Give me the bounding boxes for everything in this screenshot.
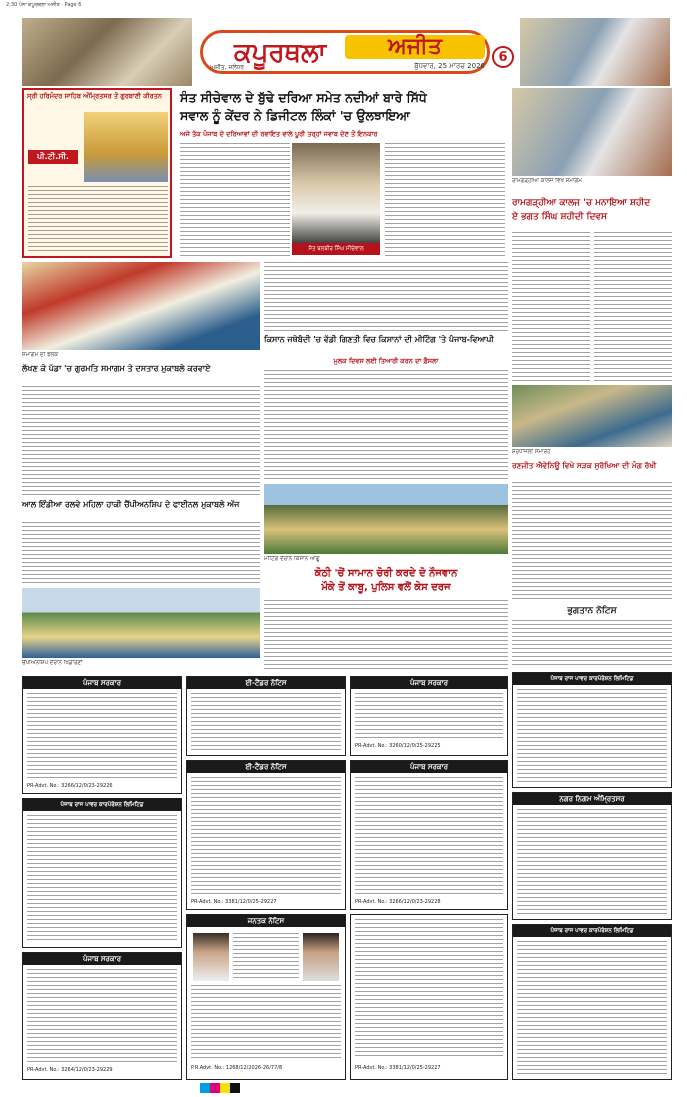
kirtan-ad-text xyxy=(28,186,168,254)
hockey-photo xyxy=(22,588,260,658)
golden-temple-photo xyxy=(84,112,168,182)
kisan-subhead: ਮੁਲਕ ਦਿਵਸ ਲਈ ਤਿਆਰੀ ਕਰਨ ਦਾ ਫ਼ੈਸਲਾ xyxy=(333,357,439,365)
lead-headline-2: ਸਵਾਲ ਨੂੰ ਕੇਂਦਰ ਨੇ ਡਿਜੀਟਲ ਲਿੰਕਾਂ 'ਚ ਉਲਝਾਇਆ xyxy=(180,108,410,123)
ad-text xyxy=(191,777,341,895)
ad-tender-table-head: ਈ-ਟੈਂਡਰ ਨੋਟਿਸ xyxy=(187,761,345,773)
lead-text-col1 xyxy=(180,143,290,258)
kisan-text xyxy=(264,370,508,480)
ad-punjab-sarkar-3 xyxy=(350,760,508,910)
masthead-photo-left xyxy=(22,18,192,86)
ad-text xyxy=(191,693,341,751)
ad-pspcl-right-2 xyxy=(512,924,672,1080)
ad-punjab-sarkar-2-head: ਪੰਜਾਬ ਸਰਕਾਰ xyxy=(351,677,507,689)
ad-punjab-sarkar-2 xyxy=(350,676,508,756)
ad-number: PR-Advt. No.: 3260/12/0/25-29225 xyxy=(355,743,441,749)
gurmat-caption: ਸਮਾਗਮ ਦੀ ਝਲਕ xyxy=(22,352,59,358)
ad-number: PR-Advt. No.: 3264/12/0/23-29229 xyxy=(27,1067,113,1073)
ad-text xyxy=(355,919,503,1059)
missing-child-photo-1 xyxy=(193,933,229,981)
ad-text xyxy=(233,933,299,981)
ad-punjab-sarkar-3-head: ਪੰਜਾਬ ਸਰਕਾਰ xyxy=(351,761,507,773)
ad-text xyxy=(517,809,667,915)
ranjit-avenue-text xyxy=(512,482,672,602)
ramgarhia-text-col1 xyxy=(512,232,590,382)
payment-notice-text xyxy=(512,620,672,668)
hockey-caption: ਚੈਂਪੀਅਨਸ਼ਿਪ ਦੌਰਾਨ ਖਿਡਾਰਣਾਂ xyxy=(22,660,83,666)
masthead-date: ਬੁੱਧਵਾਰ, 25 ਮਾਰਚ 2026 xyxy=(414,62,485,70)
ad-pspcl-left xyxy=(22,798,182,948)
ad-amritsar xyxy=(512,792,672,920)
print-info-strip: 2:30 ਪੰਨਾ ਕਪੂਰਥਲਾ ਅਜੀਤ · Page 6 xyxy=(6,2,82,8)
ad-janak-notice-head: ਜਨਤਕ ਨੋਟਿਸ xyxy=(187,915,345,927)
ad-number: PR-Advt. No.: 3381/12/0/25-29227 xyxy=(191,899,277,905)
theft-text xyxy=(264,600,508,670)
middle-top-text xyxy=(264,262,508,332)
ad-punjab-sarkar-1-head: ਪੰਜਾਬ ਸਰਕਾਰ xyxy=(23,677,181,689)
ad-text xyxy=(517,941,667,1075)
ramgarhia-text-col2 xyxy=(594,232,672,382)
ad-janak-notice xyxy=(186,914,346,1080)
page-number: 6 xyxy=(492,46,514,68)
theft-headline-2: ਮੌਕੇ ਤੋਂ ਕਾਬੂ, ਪੁਲਿਸ ਵਲੋਂ ਕੇਸ ਦਰਜ xyxy=(321,582,451,593)
ramgarhia-headline-2: ਏ ਭਗਤ ਸਿੰਘ ਸ਼ਹੀਦੀ ਦਿਵਸ xyxy=(512,212,608,222)
ad-pspcl-left-head: ਪੰਜਾਬ ਰਾਜ ਪਾਵਰ ਕਾਰਪੋਰੇਸ਼ਨ ਲਿਮਿਟਿਡ xyxy=(23,799,181,811)
ad-text xyxy=(355,777,503,895)
ad-tender-middle xyxy=(186,676,346,756)
lead-text-col2 xyxy=(385,143,505,258)
ad-pspcl-right-1 xyxy=(512,672,672,788)
ad-number: PR-Advt. No.: 3381/12/0/25-29227 xyxy=(355,1065,441,1071)
hockey-headline: ਆਲ ਇੰਡੀਆ ਰਲਵੇ ਮਹਿਲਾ ਹਾਕੀ ਚੈਂਪੀਅਨਸ਼ਿਪ ਦੇ ਫਾਈਨਲ ਮੁਕਾਬਲੇ ਅੱਜ xyxy=(22,500,240,509)
college-event-photo xyxy=(512,88,672,176)
kirtan-ad xyxy=(22,88,172,258)
ad-text xyxy=(27,815,177,943)
gurmat-text xyxy=(22,386,260,496)
college-event-caption: ਰਾਮਗੜ੍ਹੀਆ ਕਾਲਜ ਵਿਖੇ ਸਮਾਗਮ xyxy=(512,178,582,184)
ramgarhia-headline-1: ਰਾਮਗੜ੍ਹੀਆ ਕਾਲਜ 'ਚ ਮਨਾਇਆ ਸ਼ਹੀਦ xyxy=(512,198,651,208)
masthead-subtitle: ਅਜੀਤ, ਜਲੰਧਰ xyxy=(210,64,245,71)
ad-tender-table xyxy=(186,760,346,910)
ad-pspcl-right-1-head: ਪੰਜਾਬ ਰਾਜ ਪਾਵਰ ਕਾਰਪੋਰੇਸ਼ਨ ਲਿਮਿਟਿਡ xyxy=(513,673,671,685)
ad-punjab-sarkar-4 xyxy=(22,952,182,1080)
vigil-photo xyxy=(512,385,672,447)
ad-text xyxy=(355,693,503,739)
masthead-photo-right xyxy=(520,18,670,86)
ad-text xyxy=(517,689,667,783)
ad-number: PR-Advt. No.: 3266/12/0/23-29226 xyxy=(27,783,113,789)
ad-amritsar-head: ਨਗਰ ਨਿਗਮ ਅੰਮ੍ਰਿਤਸਰ xyxy=(513,793,671,805)
hockey-text xyxy=(22,522,260,584)
color-bar xyxy=(200,1078,260,1088)
seechewal-photo xyxy=(292,143,380,243)
vigil-caption: ਸ਼ਰਧਾਂਜਲੀ ਸਮਾਰੋਹ xyxy=(512,449,551,455)
ranjit-avenue-headline: ਰਣਜੀਤ ਐਵੇਨਿਊ ਵਿਖੇ ਸੜਕ ਸੁਰੱਖਿਆ ਦੀ ਮੰਗ ਰੱਖੀ xyxy=(512,461,657,470)
ad-pspcl-right-2-head: ਪੰਜਾਬ ਰਾਜ ਪਾਵਰ ਕਾਰਪੋਰੇਸ਼ਨ ਲਿਮਿਟਿਡ xyxy=(513,925,671,937)
lead-headline-1: ਸੰਤ ਸੀਚੇਵਾਲ ਦੇ ਬੁੱਢੇ ਦਰਿਆ ਸਮੇਤ ਨਦੀਆਂ ਬਾਰੇ ਸਿੱਧੇ xyxy=(180,90,427,105)
kirtan-ad-title: ਸ੍ਰੀ ਹਰਿਮੰਦਰ ਸਾਹਿਬ ਅੰਮ੍ਰਿਤਸਰ ਤੋਂ ਗੁਰਬਾਣੀ ਕੀਰਤਨ xyxy=(27,92,162,100)
ad-number: PR-Advt. No.: 3266/12/0/23-29228 xyxy=(355,899,441,905)
ad-punjab-sarkar-4-head: ਪੰਜਾਬ ਸਰਕਾਰ xyxy=(23,953,181,965)
ad-number: P.R.Advt. No.: 1268/12/2026-26/77/8 xyxy=(191,1065,283,1071)
kisan-headline: ਕਿਸਾਨ ਜਥੇਬੰਦੀ 'ਚ ਵੱਡੀ ਗਿਣਤੀ ਵਿਚ ਕਿਸਾਨਾਂ ਦੀ ਮੀਟਿੰਗ 'ਤੇ ਪੰਜਾਬ-ਵਿਆਪੀ xyxy=(264,335,494,344)
masthead-city: ਕਪੂਰਥਲਾ xyxy=(233,38,327,68)
kisan-caption: ਮੀਟਿੰਗ ਦੌਰਾਨ ਕਿਸਾਨ ਆਗੂ xyxy=(264,556,320,562)
ad-text xyxy=(27,969,177,1065)
ad-tender-notice xyxy=(350,914,508,1080)
gurmat-headline: ਲੱਖਣ ਕੇ ਪੱਡਾ 'ਚ ਗੁਰਮਤਿ ਸਮਾਗਮ ਤੇ ਦਸਤਾਰ ਮੁਕਾਬਲੇ ਕਰਵਾਏ xyxy=(22,364,211,373)
ad-text xyxy=(27,693,177,781)
ad-tender-middle-head: ਈ-ਟੈਂਡਰ ਨੋਟਿਸ xyxy=(187,677,345,689)
kisan-meeting-photo xyxy=(264,484,508,554)
ad-punjab-sarkar-1 xyxy=(22,676,182,794)
ptc-label: ਪੀ.ਟੀ.ਸੀ. xyxy=(28,150,78,164)
masthead-paper: ਅਜੀਤ xyxy=(345,35,485,59)
gurmat-event-photo xyxy=(22,262,260,350)
lead-subhead: ਅਜੇ ਤੱਕ ਪੰਜਾਬ ਦੇ ਦਰਿਆਵਾਂ ਦੀ ਰਵਾਇਤ ਵਾਲੇ ਪੂਰੀ ਤਰ੍ਹਾਂ ਜਵਾਬ ਦੇਣ ਤੋਂ ਇਨਕਾਰ xyxy=(180,130,378,138)
ad-text xyxy=(191,985,341,1061)
missing-child-photo-2 xyxy=(303,933,339,981)
payment-notice-title: ਭੁਗਤਾਨ ਨੋਟਿਸ xyxy=(567,606,617,616)
seechewal-caption: ਸੰਤ ਬਲਬੀਰ ਸਿੰਘ ਸੀਚੇਵਾਲ xyxy=(292,243,380,255)
theft-headline-1: ਕੋਠੀ 'ਚੋਂ ਸਾਮਾਨ ਚੋਰੀ ਕਰਦੇ ਦੋ ਨੌਜਵਾਨ xyxy=(314,568,458,579)
